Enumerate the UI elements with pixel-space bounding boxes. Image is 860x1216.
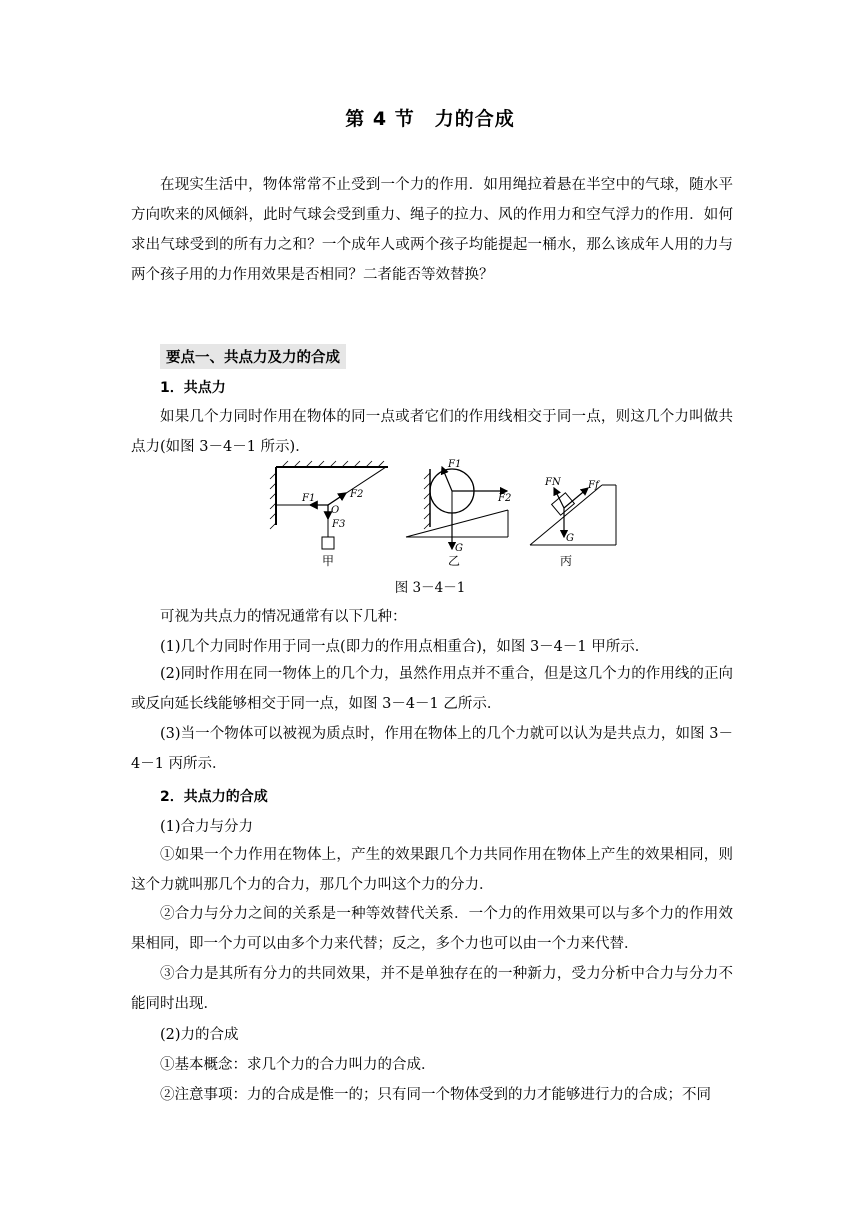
- paragraph-3: ③合力是其所有分力的共同效果，并不是单独存在的一种新力，受力分析中合力与分力不能同时出现．: [131, 966, 733, 1012]
- label-F3: F3: [332, 519, 346, 530]
- label-FN: FN: [545, 477, 561, 488]
- subsection-2-2: (2)力的合成: [160, 1027, 239, 1043]
- paragraph-1: ①如果一个力作用在物体上，产生的效果跟几个力共同作用在物体上产生的效果相同，则这个力就叫那几个力的合力，那几个力叫这个力的分力．: [131, 847, 733, 893]
- label-Ff: Ff: [588, 480, 599, 491]
- paragraph-5: ②注意事项：力的合成是惟一的；只有同一个物体受到的力才能够进行力的合成；不同: [160, 1087, 711, 1103]
- label-F1: F1: [302, 493, 316, 504]
- label-O: O: [331, 505, 340, 516]
- label-F2-yi: F2: [498, 493, 512, 504]
- page-title: 第 4 节 力的合成: [345, 108, 515, 130]
- figure-yi: [406, 459, 511, 568]
- subsection-heading-2: 2．共点力的合成: [160, 789, 268, 805]
- figure-3-4-1: [262, 455, 632, 575]
- label-bing: 丙: [560, 554, 573, 568]
- label-jia: 甲: [322, 554, 335, 568]
- figure-bing: [530, 477, 616, 568]
- paragraph-4: ①基本概念：求几个力的合力叫力的合成．: [160, 1057, 436, 1073]
- definition-paragraph: 如果几个力同时作用在物体的同一点或者它们的作用线相交于同一点，则这几个力叫做共点力(如图 3－4－1 所示)．: [131, 409, 733, 455]
- label-yi: 乙: [448, 554, 461, 568]
- subsection-heading-1: 1．共点力: [160, 380, 226, 396]
- case-3: (3)当一个物体可以被视为质点时，作用在物体上的几个力就可以认为是共点力，如图 3－4－1 丙所示．: [131, 726, 733, 772]
- figure-caption: 图 3－4－1: [394, 580, 466, 596]
- label-F2: F2: [350, 489, 364, 500]
- case-1: (1)几个力同时作用于同一点(即力的作用点相重合)，如图 3－4－1 甲所示．: [160, 639, 650, 655]
- label-G-bing: G: [566, 533, 574, 544]
- figure-jia: [270, 461, 388, 568]
- subsection-2-1: (1)合力与分力: [160, 819, 254, 835]
- label-F1-yi: F1: [448, 459, 462, 470]
- section-heading: 要点一、共点力及力的合成: [160, 344, 346, 369]
- paragraph-2: ②合力与分力之间的关系是一种等效替代关系．一个力的作用效果可以与多个力的作用效果相同，即一个力可以由多个力来代替；反之，多个力也可以由一个力来代替．: [131, 906, 733, 952]
- case-2: (2)同时作用在同一物体上的几个力，虽然作用点并不重合，但是这几个力的作用线的正向或反向延长线能够相交于同一点，如图 3－4－1 乙所示．: [131, 666, 733, 712]
- cases-intro: 可视为共点力的情况通常有以下几种：: [160, 609, 407, 625]
- intro-paragraph: 在现实生活中，物体常常不止受到一个力的作用．如用绳拉着悬在半空中的气球，随水平方向吹来的风倾斜，此时气球会受到重力、绳子的拉力、风的作用力和空气浮力的作用．如何求出气球受到的所有力之和？一个成年人或两个孩子均能提起一桶水，那么该成年人用的力与两个孩子用的力作用效果是否相同？二者能否等效替换？: [131, 177, 733, 283]
- label-G-yi: G: [455, 543, 463, 554]
